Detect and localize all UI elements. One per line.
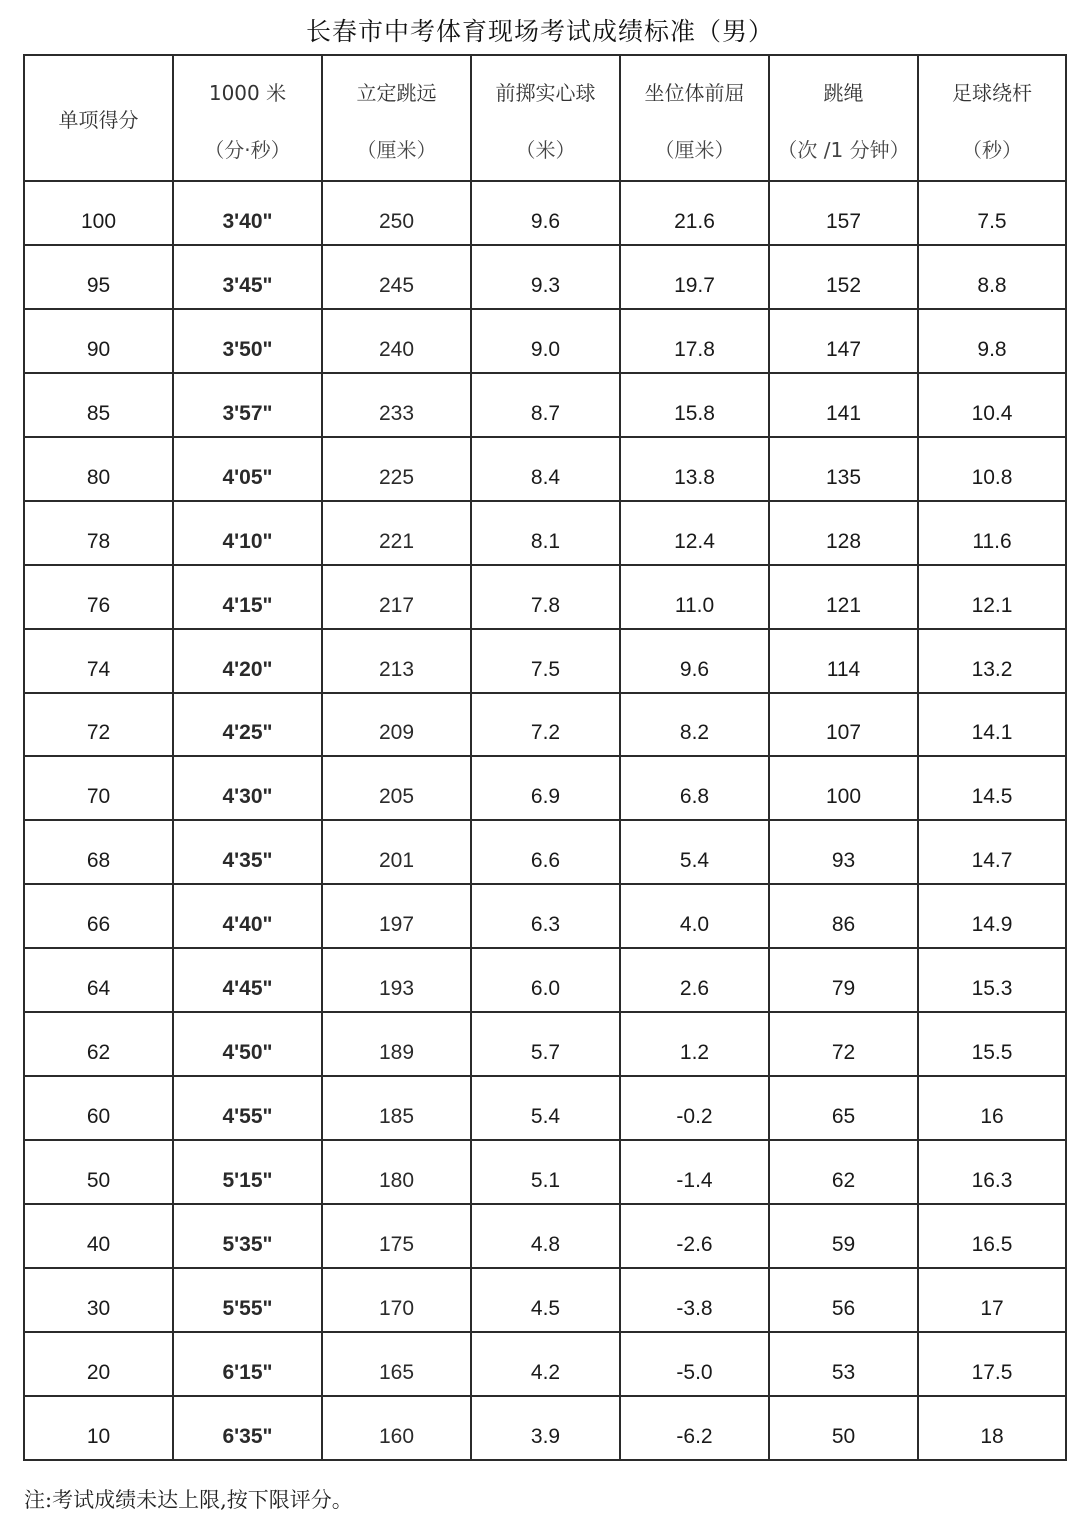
cell-score: 95 xyxy=(24,245,173,309)
cell-jump-rope: 72 xyxy=(769,1012,918,1076)
header-unit: （分·秒） xyxy=(204,138,291,162)
cell-football: 9.8 xyxy=(918,309,1066,373)
table-row xyxy=(24,373,1066,437)
cell-sit-reach: -3.8 xyxy=(620,1268,769,1332)
cell-football: 10.4 xyxy=(918,373,1066,437)
cell-sit-reach: 17.8 xyxy=(620,309,769,373)
cell-football: 18 xyxy=(918,1396,1066,1460)
cell-sit-reach: 1.2 xyxy=(620,1012,769,1076)
cell-sit-reach: 8.2 xyxy=(620,693,769,757)
table-row xyxy=(24,309,1066,373)
cell-score: 64 xyxy=(24,948,173,1012)
cell-football: 12.1 xyxy=(918,565,1066,629)
cell-run-1000m: 5'15" xyxy=(173,1140,322,1204)
cell-medicine-ball: 4.2 xyxy=(471,1332,620,1396)
table-row xyxy=(24,1140,1066,1204)
cell-football: 14.1 xyxy=(918,693,1066,757)
cell-sit-reach: 2.6 xyxy=(620,948,769,1012)
table-row xyxy=(24,884,1066,948)
cell-run-1000m: 6'35" xyxy=(173,1396,322,1460)
cell-long-jump: 160 xyxy=(322,1396,471,1460)
cell-score: 62 xyxy=(24,1012,173,1076)
header-unit: （厘米） xyxy=(356,138,437,162)
cell-jump-rope: 135 xyxy=(769,437,918,501)
cell-football: 11.6 xyxy=(918,501,1066,565)
cell-medicine-ball: 4.8 xyxy=(471,1204,620,1268)
cell-sit-reach: 15.8 xyxy=(620,373,769,437)
cell-run-1000m: 4'45" xyxy=(173,948,322,1012)
header-label: 单项得分 xyxy=(58,107,139,132)
table-row xyxy=(24,437,1066,501)
table-row xyxy=(24,181,1066,245)
cell-long-jump: 170 xyxy=(322,1268,471,1332)
cell-sit-reach: 11.0 xyxy=(620,565,769,629)
cell-medicine-ball: 6.0 xyxy=(471,948,620,1012)
cell-sit-reach: 9.6 xyxy=(620,629,769,693)
cell-football: 16.5 xyxy=(918,1204,1066,1268)
cell-score: 66 xyxy=(24,884,173,948)
cell-medicine-ball: 6.6 xyxy=(471,820,620,884)
cell-run-1000m: 4'50" xyxy=(173,1012,322,1076)
header-standing-long-jump xyxy=(322,55,471,181)
cell-medicine-ball: 8.1 xyxy=(471,501,620,565)
cell-medicine-ball: 8.7 xyxy=(471,373,620,437)
cell-football: 15.3 xyxy=(918,948,1066,1012)
cell-football: 16 xyxy=(918,1076,1066,1140)
cell-long-jump: 193 xyxy=(322,948,471,1012)
cell-jump-rope: 86 xyxy=(769,884,918,948)
cell-jump-rope: 59 xyxy=(769,1204,918,1268)
cell-run-1000m: 4'30" xyxy=(173,756,322,820)
header-medicine-ball xyxy=(471,55,620,181)
cell-sit-reach: -0.2 xyxy=(620,1076,769,1140)
cell-score: 90 xyxy=(24,309,173,373)
cell-score: 76 xyxy=(24,565,173,629)
score-standard-table xyxy=(23,54,1067,1461)
cell-long-jump: 180 xyxy=(322,1140,471,1204)
cell-score: 72 xyxy=(24,693,173,757)
cell-run-1000m: 4'10" xyxy=(173,501,322,565)
cell-medicine-ball: 6.3 xyxy=(471,884,620,948)
cell-jump-rope: 152 xyxy=(769,245,918,309)
cell-sit-reach: 12.4 xyxy=(620,501,769,565)
cell-jump-rope: 79 xyxy=(769,948,918,1012)
cell-long-jump: 197 xyxy=(322,884,471,948)
table-row xyxy=(24,1012,1066,1076)
cell-medicine-ball: 9.3 xyxy=(471,245,620,309)
cell-medicine-ball: 5.7 xyxy=(471,1012,620,1076)
cell-jump-rope: 157 xyxy=(769,181,918,245)
cell-run-1000m: 3'57" xyxy=(173,373,322,437)
header-1000m xyxy=(173,55,322,181)
cell-jump-rope: 128 xyxy=(769,501,918,565)
cell-sit-reach: 4.0 xyxy=(620,884,769,948)
cell-football: 16.3 xyxy=(918,1140,1066,1204)
header-sit-and-reach xyxy=(620,55,769,181)
header-label: 坐位体前屈 xyxy=(644,81,745,105)
table-row xyxy=(24,1204,1066,1268)
cell-football: 14.7 xyxy=(918,820,1066,884)
table-header-row xyxy=(24,55,1066,181)
cell-run-1000m: 3'40" xyxy=(173,181,322,245)
cell-football: 10.8 xyxy=(918,437,1066,501)
cell-sit-reach: -5.0 xyxy=(620,1332,769,1396)
cell-score: 50 xyxy=(24,1140,173,1204)
table-row xyxy=(24,756,1066,820)
header-label: 立定跳远 xyxy=(356,81,437,105)
cell-sit-reach: -2.6 xyxy=(620,1204,769,1268)
cell-score: 74 xyxy=(24,629,173,693)
cell-long-jump: 221 xyxy=(322,501,471,565)
cell-long-jump: 213 xyxy=(322,629,471,693)
cell-medicine-ball: 5.4 xyxy=(471,1076,620,1140)
cell-run-1000m: 5'55" xyxy=(173,1268,322,1332)
cell-sit-reach: 13.8 xyxy=(620,437,769,501)
cell-sit-reach: 6.8 xyxy=(620,756,769,820)
cell-score: 68 xyxy=(24,820,173,884)
cell-long-jump: 185 xyxy=(322,1076,471,1140)
cell-sit-reach: 5.4 xyxy=(620,820,769,884)
cell-jump-rope: 114 xyxy=(769,629,918,693)
cell-football: 15.5 xyxy=(918,1012,1066,1076)
header-label: 足球绕杆 xyxy=(952,81,1032,105)
cell-run-1000m: 4'20" xyxy=(173,629,322,693)
table-row xyxy=(24,1076,1066,1140)
table-row xyxy=(24,1268,1066,1332)
cell-long-jump: 245 xyxy=(322,245,471,309)
header-unit: （秒） xyxy=(962,138,1022,162)
cell-sit-reach: 19.7 xyxy=(620,245,769,309)
header-jump-rope xyxy=(769,55,918,181)
cell-long-jump: 217 xyxy=(322,565,471,629)
table-row xyxy=(24,1332,1066,1396)
cell-run-1000m: 4'40" xyxy=(173,884,322,948)
cell-long-jump: 201 xyxy=(322,820,471,884)
cell-run-1000m: 3'45" xyxy=(173,245,322,309)
cell-score: 40 xyxy=(24,1204,173,1268)
cell-football: 14.9 xyxy=(918,884,1066,948)
cell-jump-rope: 62 xyxy=(769,1140,918,1204)
cell-medicine-ball: 3.9 xyxy=(471,1396,620,1460)
header-label: 前掷实心球 xyxy=(495,81,596,105)
cell-long-jump: 175 xyxy=(322,1204,471,1268)
cell-run-1000m: 4'15" xyxy=(173,565,322,629)
cell-long-jump: 240 xyxy=(322,309,471,373)
cell-jump-rope: 65 xyxy=(769,1076,918,1140)
cell-long-jump: 250 xyxy=(322,181,471,245)
footnote: 注:考试成绩未达上限,按下限评分。 xyxy=(24,1488,353,1512)
cell-sit-reach: -6.2 xyxy=(620,1396,769,1460)
cell-run-1000m: 4'25" xyxy=(173,693,322,757)
cell-jump-rope: 56 xyxy=(769,1268,918,1332)
cell-medicine-ball: 9.6 xyxy=(471,181,620,245)
table-row xyxy=(24,1396,1066,1460)
cell-medicine-ball: 8.4 xyxy=(471,437,620,501)
cell-jump-rope: 93 xyxy=(769,820,918,884)
cell-medicine-ball: 7.2 xyxy=(471,693,620,757)
cell-jump-rope: 147 xyxy=(769,309,918,373)
cell-run-1000m: 5'35" xyxy=(173,1204,322,1268)
header-unit: （次 /1 分钟） xyxy=(777,138,910,162)
header-football-dribble xyxy=(918,55,1066,181)
page-title: 长春市中考体育现场考试成绩标准（男） xyxy=(305,17,774,46)
header-score xyxy=(24,55,173,181)
cell-medicine-ball: 5.1 xyxy=(471,1140,620,1204)
cell-run-1000m: 4'35" xyxy=(173,820,322,884)
cell-score: 60 xyxy=(24,1076,173,1140)
cell-score: 30 xyxy=(24,1268,173,1332)
cell-run-1000m: 3'50" xyxy=(173,309,322,373)
cell-jump-rope: 121 xyxy=(769,565,918,629)
cell-jump-rope: 107 xyxy=(769,693,918,757)
table-row xyxy=(24,501,1066,565)
cell-medicine-ball: 7.5 xyxy=(471,629,620,693)
cell-score: 10 xyxy=(24,1396,173,1460)
cell-long-jump: 205 xyxy=(322,756,471,820)
cell-football: 7.5 xyxy=(918,181,1066,245)
cell-jump-rope: 141 xyxy=(769,373,918,437)
table-row xyxy=(24,629,1066,693)
header-label: 跳绳 xyxy=(823,81,864,105)
cell-long-jump: 209 xyxy=(322,693,471,757)
cell-score: 20 xyxy=(24,1332,173,1396)
cell-medicine-ball: 9.0 xyxy=(471,309,620,373)
cell-sit-reach: -1.4 xyxy=(620,1140,769,1204)
cell-football: 17 xyxy=(918,1268,1066,1332)
cell-jump-rope: 100 xyxy=(769,756,918,820)
table-row xyxy=(24,820,1066,884)
cell-score: 78 xyxy=(24,501,173,565)
cell-long-jump: 233 xyxy=(322,373,471,437)
header-unit: （厘米） xyxy=(654,138,735,162)
table-row xyxy=(24,948,1066,1012)
table-row xyxy=(24,693,1066,757)
cell-score: 100 xyxy=(24,181,173,245)
cell-run-1000m: 4'05" xyxy=(173,437,322,501)
cell-score: 80 xyxy=(24,437,173,501)
header-label: 1000 米 xyxy=(208,81,287,105)
cell-jump-rope: 53 xyxy=(769,1332,918,1396)
header-unit: （米） xyxy=(515,138,576,162)
cell-score: 85 xyxy=(24,373,173,437)
cell-score: 70 xyxy=(24,756,173,820)
cell-long-jump: 165 xyxy=(322,1332,471,1396)
cell-football: 8.8 xyxy=(918,245,1066,309)
cell-football: 14.5 xyxy=(918,756,1066,820)
cell-football: 17.5 xyxy=(918,1332,1066,1396)
table-row xyxy=(24,245,1066,309)
cell-run-1000m: 4'55" xyxy=(173,1076,322,1140)
table-row xyxy=(24,565,1066,629)
cell-medicine-ball: 7.8 xyxy=(471,565,620,629)
cell-football: 13.2 xyxy=(918,629,1066,693)
cell-medicine-ball: 6.9 xyxy=(471,756,620,820)
cell-long-jump: 189 xyxy=(322,1012,471,1076)
cell-run-1000m: 6'15" xyxy=(173,1332,322,1396)
cell-long-jump: 225 xyxy=(322,437,471,501)
table-body xyxy=(24,181,1066,1460)
cell-sit-reach: 21.6 xyxy=(620,181,769,245)
cell-jump-rope: 50 xyxy=(769,1396,918,1460)
cell-medicine-ball: 4.5 xyxy=(471,1268,620,1332)
